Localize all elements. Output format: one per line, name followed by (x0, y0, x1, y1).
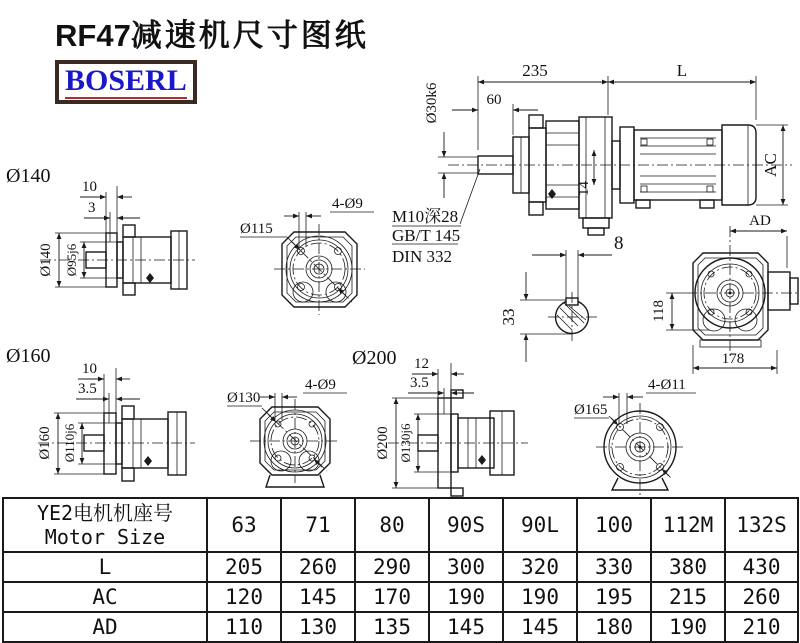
row-label: L (3, 552, 207, 582)
table-row-AC (3, 582, 798, 612)
dim-f140-spigot: Ø95j6 (64, 243, 79, 277)
table-cell: 330 (577, 552, 651, 582)
table-cell: 290 (355, 552, 429, 582)
thread-note-line2: GB/T 145 (392, 226, 461, 245)
table-cell: 135 (355, 612, 429, 642)
dim-f115-dia: Ø115 (240, 221, 273, 237)
column-header: 63 (207, 498, 281, 552)
flange-140-side-view (6, 165, 195, 295)
dim-8-label: 8 (614, 233, 624, 254)
dim-118-label: 118 (651, 300, 667, 322)
dim-f160-10: 10 (82, 361, 97, 377)
table-cell: 195 (577, 582, 651, 612)
dim-f160-35: 3.5 (78, 381, 97, 397)
dim-f140-3: 3 (88, 200, 96, 216)
dim-178-label: 178 (721, 351, 745, 367)
column-header: 90L (503, 498, 577, 552)
flange-130-front-view (227, 377, 347, 487)
motor-size-table (2, 497, 799, 643)
dim-60-label: 60 (486, 92, 502, 108)
page-title-text: 减速机尺寸图纸 (130, 18, 369, 53)
table-cell: 180 (577, 612, 651, 642)
page-title-model: RF47 (55, 18, 131, 53)
dim-f200-35: 3.5 (410, 375, 429, 391)
motor-size-label-cn: YE2电机机座号 (36, 501, 174, 525)
dim-f140-dia: Ø140 (38, 243, 54, 277)
row-label: AC (3, 582, 207, 612)
table-cell: 320 (503, 552, 577, 582)
table-cell: 110 (207, 612, 281, 642)
flange-160-side-view (6, 345, 195, 481)
column-header: 100 (577, 498, 651, 552)
dim-33-label: 33 (499, 308, 518, 326)
table-row-L (3, 552, 798, 582)
dim-f165-holes: 4-Ø11 (648, 377, 686, 393)
thread-note-line3: DIN 332 (392, 247, 452, 266)
flange-115-front-view (240, 196, 374, 315)
dim-f115-holes: 4-Ø9 (332, 196, 363, 212)
dim-f160-dia: Ø160 (37, 426, 53, 460)
dim-f160-spigot: Ø110j6 (62, 423, 77, 463)
column-header: 80 (355, 498, 429, 552)
table-cell: 430 (725, 552, 798, 582)
flange-200-title: Ø200 (352, 347, 397, 369)
table-header-cell (3, 498, 207, 552)
dim-235-label: 235 (522, 61, 548, 80)
column-header: 112M (651, 498, 725, 552)
table-cell: 145 (281, 582, 355, 612)
dim-shaft-label: Ø30k6 (424, 82, 440, 124)
table-cell: 190 (651, 612, 725, 642)
column-header: 132S (725, 498, 798, 552)
brand-logo-text: BOSERL (65, 64, 187, 97)
table-cell: 190 (429, 582, 503, 612)
table-cell: 205 (207, 552, 281, 582)
dim-AC-label: AC (761, 153, 780, 177)
main-side-view (392, 61, 792, 266)
dim-L-label: L (676, 61, 688, 80)
dim-f200-spigot: Ø130j6 (398, 423, 413, 463)
column-header: 90S (429, 498, 503, 552)
table-cell: 120 (207, 582, 281, 612)
flange-140-title: Ø140 (6, 165, 51, 187)
table-row-AD (3, 612, 798, 642)
table-cell: 170 (355, 582, 429, 612)
flange-165-front-view (574, 377, 696, 497)
table-cell: 145 (429, 612, 503, 642)
table-cell: 260 (281, 552, 355, 582)
row-label: AD (3, 612, 207, 642)
motor-size-label-en: Motor Size (44, 525, 166, 549)
dim-f130-holes: 4-Ø9 (305, 377, 336, 393)
table-cell: 260 (725, 582, 798, 612)
table-cell: 190 (503, 582, 577, 612)
table-cell: 145 (503, 612, 577, 642)
flange-160-title: Ø160 (6, 345, 51, 367)
table-header-row (3, 498, 798, 552)
dim-f130-dia: Ø130 (227, 390, 261, 406)
column-header: 71 (281, 498, 355, 552)
table-cell: 215 (651, 582, 725, 612)
dim-14-label: 14 (576, 181, 592, 196)
table-cell: 380 (651, 552, 725, 582)
thread-note-line1: M10深28 (392, 207, 459, 226)
dim-AD-label: AD (749, 213, 771, 229)
rear-view (651, 213, 798, 374)
dim-f140-10: 10 (82, 179, 97, 195)
dim-f200-12: 12 (414, 356, 429, 372)
table-cell: 300 (429, 552, 503, 582)
table-cell: 210 (725, 612, 798, 642)
dim-f165-dia: Ø165 (574, 402, 608, 418)
table-cell: 130 (281, 612, 355, 642)
flange-200-side-view (352, 347, 528, 496)
shaft-keyway-section (499, 233, 624, 362)
dim-f200-dia: Ø200 (375, 426, 391, 460)
